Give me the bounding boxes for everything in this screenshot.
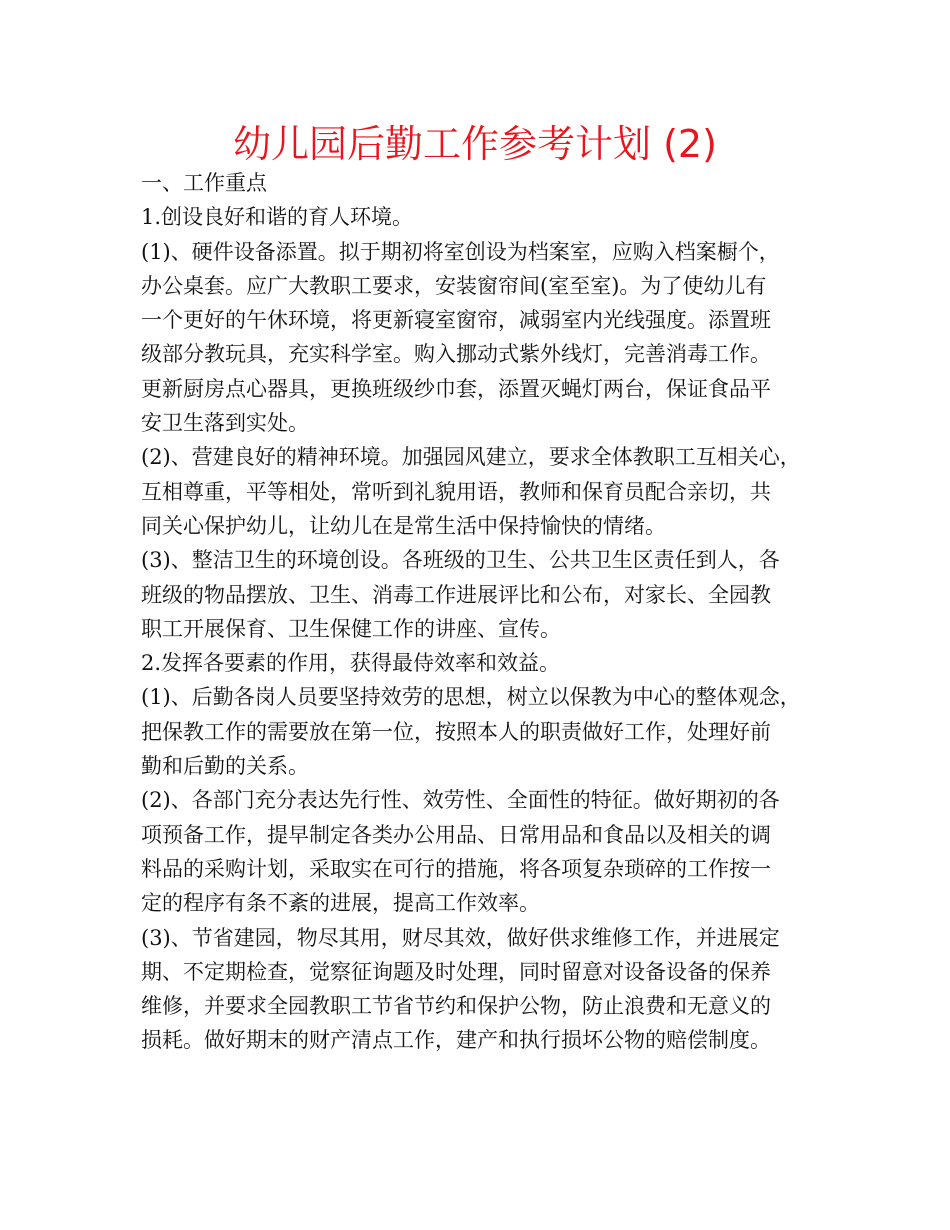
paragraph-line: 期、不定期检查，觉察征询题及时处理，同时留意对设备设备的保养 [141,959,771,984]
paragraph-line: (3)、整洁卫生的环境创设。各班级的卫生、公共卫生区责任到人，各 [141,548,780,573]
paragraph-line: 班级的物品摆放、卫生、消毒工作进展评比和公布，对家长、全园教 [141,582,771,607]
subsection-heading: 1.创设良好和谐的育人环境。 [141,205,414,230]
paragraph-line: (2)、各部门充分表达先行性、效劳性、全面性的特征。做好期初的各 [141,788,780,813]
paragraph-line: 把保教工作的需要放在第一位，按照本人的职责做好工作，处理好前 [141,719,771,744]
page-title: 幼儿园后勤工作参考计划 (2) [233,122,717,166]
paragraph-line: 损耗。做好期末的财产清点工作，建产和执行损坏公物的赔偿制度。 [141,1028,771,1053]
paragraph-line: 项预备工作，提早制定各类办公用品、日常用品和食品以及相关的调 [141,822,771,847]
paragraph-line: (1)、后勤各岗人员要坚持效劳的思想，树立以保教为中心的整体观念， [141,685,801,710]
paragraph-line: 同关心保护幼儿，让幼儿在是常生活中保持愉快的情绪。 [141,513,666,538]
section-heading: 一、工作重点 [141,171,267,195]
paragraph-line: (1)、硬件设备添置。拟于期初将室创设为档案室，应购入档案橱个， [141,239,780,264]
document-body [141,166,821,1058]
paragraph-line: 更新厨房点心器具，更换班级纱巾套，添置灭蝇灯两台，保证食品平 [141,376,771,401]
paragraph-line: 互相尊重，平等相处，常听到礼貌用语，教师和保育员配合亲切，共 [141,479,771,504]
paragraph-line: 办公桌套。应广大教职工要求，安装窗帘间(室至室)。为了使幼儿有 [141,273,767,298]
paragraph-line: 维修，并要求全园教职工节省节约和保护公物，防止浪费和无意义的 [141,994,771,1019]
paragraph-line: 一个更好的午休环境，将更新寝室窗帘，减弱室内光线强度。添置班 [141,308,771,333]
subsection-heading: 2.发挥各要素的作用，获得最侍效率和效益。 [141,651,561,676]
paragraph-line: 职工开展保育、卫生保健工作的讲座、宣传。 [141,616,561,641]
paragraph-line: (3)、节省建园，物尽其用，财尽其效，做好供求维修工作，并进展定 [141,925,780,950]
paragraph-line: 料品的采购计划，采取实在可行的措施，将各项复杂琐碎的工作按一 [141,856,771,881]
paragraph-line: 安卫生落到实处。 [141,411,309,436]
paragraph-line: 勤和后勤的关系。 [141,754,309,779]
paragraph-line: 定的程序有条不紊的进展，提高工作效率。 [141,891,540,916]
paragraph-line: 级部分教玩具，充实科学室。购入挪动式紫外线灯，完善消毒工作。 [141,342,771,367]
paragraph-line: (2)、营建良好的精神环境。加强园风建立，要求全体教职工互相关心， [141,445,801,470]
